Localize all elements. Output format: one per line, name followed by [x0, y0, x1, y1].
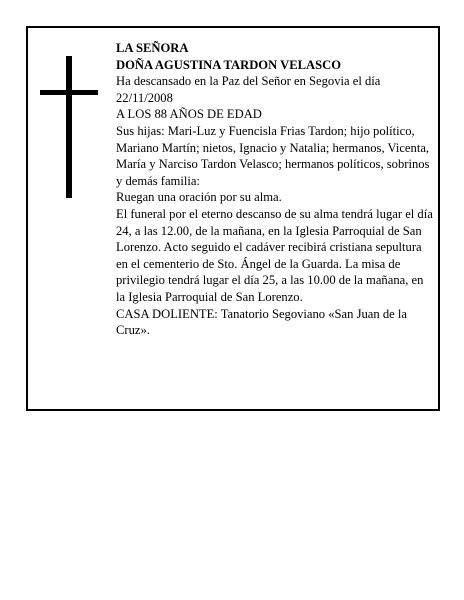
cross-vertical-bar	[66, 56, 72, 198]
cross-icon	[40, 56, 98, 198]
obituary-frame	[26, 26, 440, 411]
deceased-name: DOÑA AGUSTINA TARDON VELASCO	[116, 57, 341, 72]
prayer-request: Ruegan una oración por su alma.	[116, 190, 282, 205]
obituary-text	[116, 40, 434, 339]
mourning-home: CASA DOLIENTE: Tanatorio Segoviano «San Juan de la Cruz».	[116, 306, 407, 338]
obituary-heading: LA SEÑORA	[116, 41, 189, 55]
funeral-details: El funeral por el eterno descanso de su alma tendrá lugar el día 24, a las 12.00, de la mañana, en la Iglesia Parroquial de San Lorenzo. Acto seguido el cadáver recibirá cristiana sepultura en el cementerio de Sto. Ángel de la Guarda. La misa de privilegio tendrá lugar el día 25, a las 10.00 de la mañana, en la Iglesia Parroquial de San Lorenzo.	[116, 206, 433, 304]
death-notice: Ha descansado en la Paz del Señor en Segovia el día 22/11/2008	[116, 74, 381, 105]
age-line: A LOS 88 AÑOS DE EDAD	[116, 107, 262, 122]
family-list: Sus hijas: Mari-Luz y Fuencisla Frias Tardon; hijo político, Mariano Martín; nietos, Ignacio y Natalia; hermanos, Vicenta, María y Narciso Tardon Velasco; hermanos políticos, sobrinos y demás familia:	[116, 123, 430, 188]
cross-horizontal-bar	[40, 90, 98, 95]
